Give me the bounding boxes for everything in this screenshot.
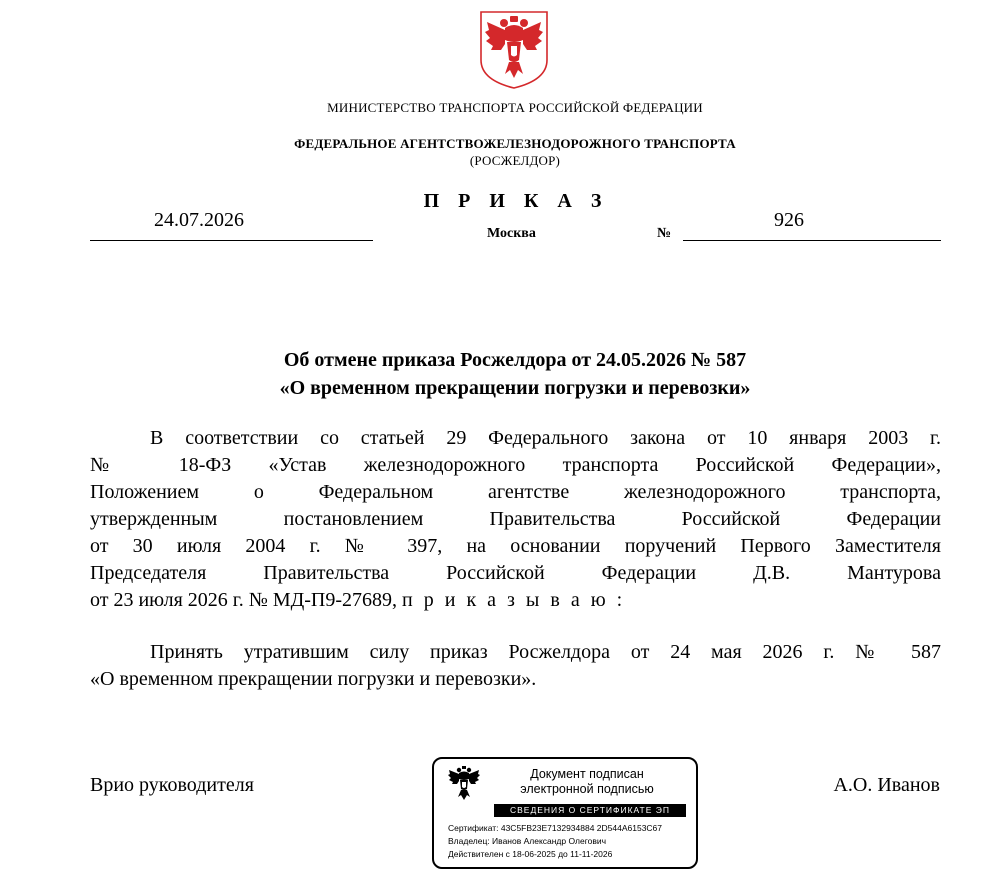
order-number: 926 xyxy=(774,209,804,231)
stamp-title xyxy=(492,767,682,797)
stamp-title-line-1: Документ подписан xyxy=(530,767,644,781)
order-city: Москва xyxy=(487,226,536,241)
order-subject xyxy=(0,346,984,402)
subject-line-1: Об отмене приказа Росжелдора от 24.05.2026 № 587 xyxy=(283,349,747,371)
preamble-line: Положением о Федеральном агентстве железнодорожного транспорта, xyxy=(90,481,941,503)
electronic-signature-stamp xyxy=(432,757,698,869)
preamble-line: от 23 июля 2026 г. № МД-П9-27689, xyxy=(90,589,398,611)
signatory-role: Врио руководителя xyxy=(90,774,254,796)
order-date: 24.07.2026 xyxy=(154,209,244,231)
preamble-line: утвержденным постановлением Правительства Российской Федерации xyxy=(90,508,941,530)
coat-of-arms-icon xyxy=(446,763,482,803)
agency-short-name: (РОСЖЕЛДОР) xyxy=(469,153,561,168)
stamp-title-line-2: электронной подписью xyxy=(520,782,654,796)
signatory-name: А.О. Иванов xyxy=(833,774,940,796)
decree-line: «О временном прекращении погрузки и перевозки». xyxy=(90,668,537,690)
agency-name: ФЕДЕРАЛЬНОЕ АГЕНТСТВОЖЕЛЕЗНОДОРОЖНОГО ТРАНСПОРТА xyxy=(294,136,736,151)
certificate-id: Сертификат: 43C5FB23E7132934884 2D544A6153C67 xyxy=(448,823,663,833)
number-sign: № xyxy=(657,226,672,241)
ministry-name: МИНИСТЕРСТВО ТРАНСПОРТА РОССИЙСКОЙ ФЕДЕРАЦИИ xyxy=(327,100,703,115)
preamble-line: от 30 июля 2004 г. № 397, на основании поручений Первого Заместителя xyxy=(90,535,941,557)
preamble-line: В соответствии со статьей 29 Федерального закона от 10 января 2003 г. xyxy=(150,427,941,449)
preamble-last-line xyxy=(90,587,941,614)
subject-line-2: «О временном прекращении погрузки и перевозки» xyxy=(279,377,751,399)
order-title: П Р И К А З xyxy=(423,190,609,212)
certificate-owner: Владелец: Иванов Александр Олегович xyxy=(448,836,607,846)
number-underline xyxy=(683,240,941,241)
certificate-validity: Действителен с 18-06-2025 до 11-11-2026 xyxy=(448,849,613,859)
coat-of-arms-icon xyxy=(477,8,551,90)
preamble-line: Председателя Правительства Российской Федерации Д.В. Мантурова xyxy=(90,562,941,584)
order-word: п р и к а з ы в а ю : xyxy=(402,589,626,611)
date-underline xyxy=(90,240,373,241)
decree-paragraph xyxy=(90,639,941,693)
preamble-line: № 18-ФЗ «Устав железнодорожного транспорта Российской Федерации», xyxy=(90,454,941,476)
decree-line: Принять утратившим силу приказ Росжелдора от 24 мая 2026 г. № 587 xyxy=(150,641,941,663)
preamble-paragraph xyxy=(90,425,941,614)
certificate-info-bar: СВЕДЕНИЯ О СЕРТИФИКАТЕ ЭП xyxy=(494,804,686,817)
